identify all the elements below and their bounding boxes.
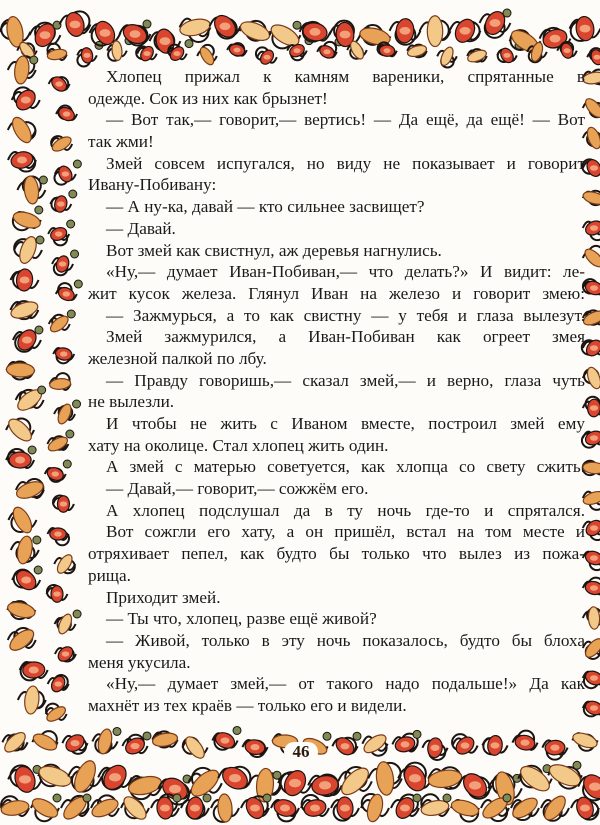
flower-center	[53, 591, 61, 596]
flower-center	[60, 501, 67, 506]
flower-center	[55, 231, 63, 236]
flower-center	[340, 805, 350, 812]
text-line: хату на околице. Стал хлопец жить один.	[88, 435, 389, 455]
flower-center	[21, 577, 31, 584]
text-line: меня укусила.	[88, 652, 191, 672]
bud-icon	[30, 56, 38, 64]
flower-center	[280, 805, 290, 812]
flower-center	[580, 805, 590, 812]
bud-icon	[35, 206, 43, 214]
bud-icon	[69, 190, 77, 198]
flower-center	[220, 22, 231, 30]
text-line: — Ты что, хлопец, разве ещё живой?	[106, 609, 377, 629]
flower-center	[401, 741, 410, 747]
bud-icon	[353, 732, 361, 740]
flower-center	[21, 97, 31, 104]
flower-center	[310, 805, 320, 812]
flower-center	[52, 471, 60, 476]
bud-icon	[74, 280, 82, 288]
text-line: жит кусок железа. Глянул Иван на железо и говорит змею:	[88, 283, 585, 303]
text-line: рища.	[88, 565, 131, 585]
text-line: Ивану-Побивану:	[88, 175, 217, 195]
leaf-icon	[217, 794, 233, 823]
flower-center	[60, 351, 68, 356]
bud-icon	[143, 732, 151, 740]
flower-center	[491, 742, 500, 748]
flower-center	[54, 681, 62, 686]
text-line: А змей с матерью советуется, как хлопца со свету сжить.	[106, 457, 585, 477]
flower-center	[131, 743, 140, 749]
flower-center	[40, 31, 51, 39]
bud-icon	[63, 460, 71, 468]
flower-center	[15, 457, 25, 464]
bud-icon	[35, 326, 43, 334]
flower-center	[29, 667, 39, 674]
leaf-icon	[23, 685, 40, 714]
bud-icon	[83, 794, 91, 802]
flower-center	[469, 781, 481, 789]
leaf-icon	[375, 761, 396, 796]
bud-icon	[233, 726, 241, 734]
flower-center	[190, 805, 200, 812]
flower-center	[590, 555, 598, 561]
flower-center	[70, 21, 81, 29]
flower-center	[319, 781, 331, 789]
flower-center	[22, 337, 32, 344]
flower-center	[289, 779, 301, 787]
flower-center	[251, 744, 260, 750]
flower-center	[310, 28, 321, 36]
flower-center	[400, 805, 410, 812]
flower-center	[409, 774, 421, 782]
flower-center	[62, 171, 70, 176]
leaf-icon	[70, 758, 99, 796]
text-line: — Давай.	[106, 218, 176, 238]
flower-center	[144, 51, 151, 56]
flower-center	[100, 29, 111, 37]
bud-icon	[293, 21, 301, 29]
text-line: махнёт из тех краёв — только его и видели.	[88, 695, 407, 715]
leaf-icon	[365, 793, 385, 824]
leaf-icon	[6, 362, 35, 377]
flower-center	[590, 405, 598, 411]
leaf-icon	[96, 728, 114, 755]
text-line: — Правду говоришь,— сказал змей,— и верно, глаза чуть	[106, 370, 585, 390]
text-line: так жми!	[88, 132, 154, 152]
flower-center	[341, 743, 350, 749]
bud-icon	[323, 732, 331, 740]
text-line: — Живой, только в эту ночь показалось, будто бы блоха	[106, 630, 585, 650]
bud-icon	[67, 310, 75, 318]
bud-icon	[73, 400, 81, 408]
text-line: железной палкой по лбу.	[88, 348, 267, 368]
bud-icon	[503, 9, 511, 17]
leaf-icon	[466, 48, 488, 64]
story-text	[88, 66, 585, 717]
leaf-icon	[588, 607, 600, 630]
text-line: отряхивает пепел, как будто бы только что вылез из пожа-	[88, 544, 585, 564]
flower-center	[521, 740, 530, 746]
bud-icon	[28, 446, 36, 454]
bud-icon	[113, 727, 121, 735]
flower-center	[400, 27, 411, 35]
bud-icon	[73, 160, 81, 168]
leaf-icon	[111, 40, 123, 60]
flower-center	[590, 705, 598, 711]
flower-center	[590, 525, 598, 531]
flower-center	[62, 651, 70, 656]
flower-center	[564, 48, 571, 53]
bud-icon	[413, 794, 421, 802]
bud-icon	[71, 250, 79, 258]
bud-icon	[66, 430, 74, 438]
text-line: «Ну,— думает змей,— от такого надо подальше!» Да как	[106, 674, 585, 694]
flower-center	[160, 37, 171, 45]
bud-icon	[73, 610, 81, 618]
flower-center	[234, 48, 241, 53]
bud-icon	[503, 794, 511, 802]
flower-center	[590, 585, 598, 591]
text-line: Змей совсем испугался, но виду не показывает и говорит	[106, 153, 585, 173]
leaf-icon	[9, 299, 40, 322]
bud-icon	[67, 220, 75, 228]
flower-center	[19, 775, 31, 783]
flower-center	[229, 774, 241, 782]
flower-center	[54, 531, 62, 536]
text-line: не вылезли.	[88, 392, 175, 412]
flower-center	[250, 805, 260, 812]
text-line: А хлопец подслушал да в ту ночь где-то и спрятался.	[106, 500, 585, 520]
flower-center	[460, 27, 471, 35]
flower-center	[130, 30, 141, 38]
flower-center	[590, 285, 598, 291]
flower-center	[221, 737, 230, 743]
bud-icon	[34, 566, 42, 574]
bud-icon	[39, 176, 47, 184]
flower-center	[551, 744, 560, 750]
flower-center	[550, 35, 561, 43]
bud-icon	[36, 236, 44, 244]
bud-icon	[53, 794, 61, 802]
bud-icon	[443, 794, 451, 802]
text-line: Хлопец прижал к камням вареники, спрятанные в	[106, 67, 585, 86]
bud-icon	[38, 386, 46, 394]
text-line: — А ну-ка, давай — кто сильнее засвищет?	[106, 197, 425, 217]
text-line: — Зажмурься, а то как свистну — у тебя и глаза вылезут.	[106, 305, 585, 325]
leaf-icon	[48, 313, 71, 334]
bud-icon	[573, 761, 581, 769]
bud-icon	[143, 20, 151, 28]
flower-center	[590, 225, 598, 231]
flower-center	[384, 48, 391, 53]
flower-center	[20, 277, 30, 284]
page-number: 46	[284, 742, 318, 762]
text-line: Вот сожгли его хату, а он пришёл, встал на том месте и	[106, 522, 585, 542]
flower-center	[461, 742, 470, 748]
flower-center	[57, 201, 65, 206]
flower-center	[504, 53, 511, 58]
leaf-icon	[13, 55, 30, 84]
leaf-icon	[10, 504, 36, 535]
bud-icon	[203, 794, 211, 802]
flower-center	[109, 773, 121, 781]
flower-center	[490, 19, 501, 27]
text-line: одежде. Сок из них как брызнет!	[88, 88, 328, 108]
text-line: «Ну,— думает Иван-Побиван,— что делать?» И видит: ле-	[106, 262, 585, 282]
flower-center	[340, 31, 351, 39]
flower-center	[590, 675, 598, 681]
flower-center	[71, 740, 80, 746]
leaf-icon	[427, 16, 443, 47]
text-line: Приходит змей.	[106, 587, 221, 607]
text-line: — Давай,— говорит,— сожжём его.	[106, 479, 369, 499]
leaf-icon	[450, 797, 481, 818]
flower-center	[294, 48, 301, 53]
text-line: — Вот так,— говорит,— вертись! — Да ещё, да ещё! — Вот	[106, 110, 585, 130]
leaf-icon	[9, 114, 35, 145]
flower-center	[174, 51, 181, 56]
bud-icon	[413, 730, 421, 738]
flower-center	[580, 25, 591, 33]
flower-center	[63, 111, 71, 116]
flower-center	[59, 261, 66, 266]
flower-center	[55, 81, 63, 86]
flower-center	[17, 157, 27, 164]
flower-center	[264, 55, 271, 60]
bud-icon	[185, 40, 193, 48]
leaf-icon	[582, 96, 600, 120]
flower-center	[590, 165, 598, 171]
bud-icon	[173, 794, 181, 802]
text-line: Змей зажмурился, а Иван-Побиван как огреет змея	[106, 327, 585, 347]
bud-icon	[263, 794, 271, 802]
flower-center	[160, 805, 170, 812]
flower-center	[324, 49, 331, 54]
flower-center	[169, 785, 181, 793]
bud-icon	[33, 536, 41, 544]
flower-center	[431, 745, 440, 751]
flower-center	[590, 435, 598, 441]
leaf-icon	[89, 796, 120, 821]
text-line: Вот змей как свистнул, аж деревья нагнулись.	[106, 240, 442, 260]
text-line: И чтобы не жить с Иваном вместе, построил змей ему	[106, 414, 585, 433]
leaf-icon	[571, 730, 599, 750]
flower-center	[63, 291, 71, 296]
flower-center	[590, 345, 598, 351]
flower-center	[84, 53, 91, 58]
